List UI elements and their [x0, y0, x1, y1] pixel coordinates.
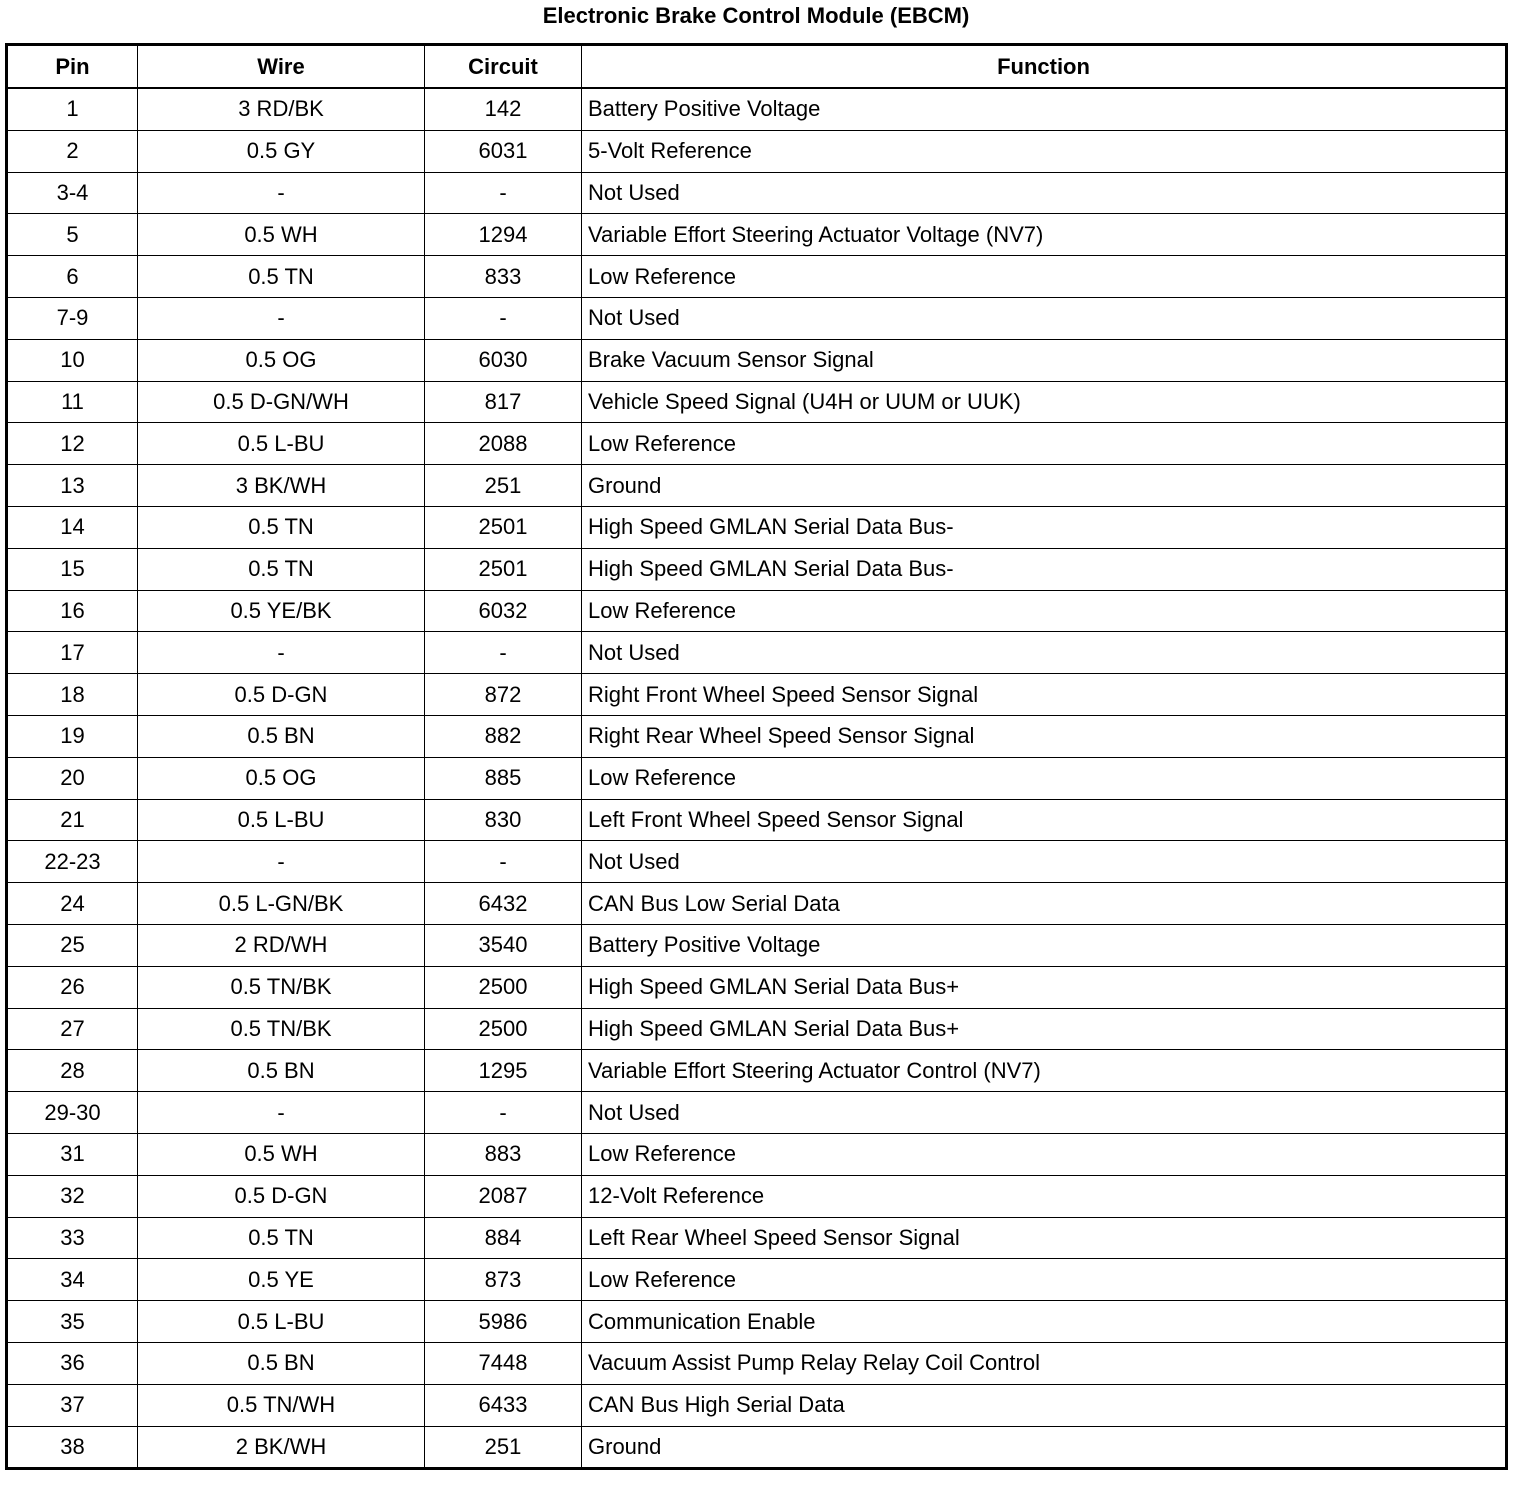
function-cell: 12-Volt Reference [582, 1175, 1507, 1217]
circuit-cell: 872 [425, 674, 582, 716]
table-row [7, 548, 1507, 590]
table-row [7, 1008, 1507, 1050]
wire-cell: 0.5 TN [138, 548, 425, 590]
circuit-cell: 5986 [425, 1301, 582, 1343]
wire-cell: 0.5 OG [138, 339, 425, 381]
wire-cell: - [138, 632, 425, 674]
table-row [7, 1092, 1507, 1134]
function-cell: Battery Positive Voltage [582, 924, 1507, 966]
wire-cell: - [138, 841, 425, 883]
document-title: Electronic Brake Control Module (EBCM) [542, 3, 970, 28]
table-row [7, 339, 1507, 381]
pin-cell: 21 [7, 799, 138, 841]
wire-cell: 0.5 TN [138, 506, 425, 548]
wire-cell: 2 BK/WH [138, 1426, 425, 1469]
pin-cell: 29-30 [7, 1092, 138, 1134]
pin-cell: 33 [7, 1217, 138, 1259]
function-cell: Low Reference [582, 590, 1507, 632]
table-row [7, 423, 1507, 465]
circuit-cell: 6031 [425, 130, 582, 172]
table-row [7, 172, 1507, 214]
function-cell: CAN Bus High Serial Data [582, 1384, 1507, 1426]
wire-cell: 0.5 L-BU [138, 1301, 425, 1343]
header-function: Function [582, 45, 1507, 89]
function-cell: Low Reference [582, 256, 1507, 298]
function-cell: Variable Effort Steering Actuator Control (NV7) [582, 1050, 1507, 1092]
pin-cell: 31 [7, 1133, 138, 1175]
function-cell: Right Front Wheel Speed Sensor Signal [582, 674, 1507, 716]
table-row [7, 1217, 1507, 1259]
pin-cell: 13 [7, 465, 138, 507]
circuit-cell: 883 [425, 1133, 582, 1175]
wire-cell: 0.5 D-GN [138, 674, 425, 716]
function-cell: CAN Bus Low Serial Data [582, 883, 1507, 925]
function-cell: Not Used [582, 632, 1507, 674]
pin-cell: 32 [7, 1175, 138, 1217]
wire-cell: 0.5 D-GN [138, 1175, 425, 1217]
wire-cell: 0.5 BN [138, 1342, 425, 1384]
circuit-cell: 7448 [425, 1342, 582, 1384]
circuit-cell: 817 [425, 381, 582, 423]
circuit-cell: 2088 [425, 423, 582, 465]
wire-cell: 0.5 D-GN/WH [138, 381, 425, 423]
wire-cell: 0.5 WH [138, 1133, 425, 1175]
pin-cell: 3-4 [7, 172, 138, 214]
wire-cell: 0.5 BN [138, 715, 425, 757]
table-row [7, 1384, 1507, 1426]
wire-cell: - [138, 1092, 425, 1134]
wire-cell: 0.5 OG [138, 757, 425, 799]
function-cell: Low Reference [582, 757, 1507, 799]
circuit-cell: 2501 [425, 548, 582, 590]
function-cell: Brake Vacuum Sensor Signal [582, 339, 1507, 381]
function-cell: 5-Volt Reference [582, 130, 1507, 172]
function-cell: Ground [582, 465, 1507, 507]
circuit-cell: 6432 [425, 883, 582, 925]
wire-cell: 0.5 L-BU [138, 799, 425, 841]
pin-cell: 14 [7, 506, 138, 548]
function-cell: Not Used [582, 297, 1507, 339]
function-cell: Ground [582, 1426, 1507, 1469]
circuit-cell: 2500 [425, 1008, 582, 1050]
circuit-cell: 833 [425, 256, 582, 298]
wire-cell: 0.5 L-BU [138, 423, 425, 465]
pin-cell: 1 [7, 88, 138, 130]
wire-cell: 3 BK/WH [138, 465, 425, 507]
table-row [7, 590, 1507, 632]
function-cell: Communication Enable [582, 1301, 1507, 1343]
pin-cell: 34 [7, 1259, 138, 1301]
pin-cell: 17 [7, 632, 138, 674]
pin-cell: 28 [7, 1050, 138, 1092]
wire-cell: 0.5 YE/BK [138, 590, 425, 632]
circuit-cell: 2500 [425, 966, 582, 1008]
header-circuit: Circuit [425, 45, 582, 89]
pin-cell: 5 [7, 214, 138, 256]
wire-cell: 0.5 TN/WH [138, 1384, 425, 1426]
circuit-cell: 1295 [425, 1050, 582, 1092]
circuit-cell: 251 [425, 465, 582, 507]
circuit-cell: 1294 [425, 214, 582, 256]
function-cell: High Speed GMLAN Serial Data Bus+ [582, 966, 1507, 1008]
table-row [7, 465, 1507, 507]
pin-cell: 16 [7, 590, 138, 632]
pin-cell: 19 [7, 715, 138, 757]
function-cell: Right Rear Wheel Speed Sensor Signal [582, 715, 1507, 757]
circuit-cell: 6030 [425, 339, 582, 381]
circuit-cell: 6433 [425, 1384, 582, 1426]
function-cell: Low Reference [582, 1133, 1507, 1175]
table-row [7, 381, 1507, 423]
pin-cell: 24 [7, 883, 138, 925]
table-row [7, 1050, 1507, 1092]
table-row [7, 88, 1507, 130]
circuit-cell: 251 [425, 1426, 582, 1469]
table-row [7, 1133, 1507, 1175]
circuit-cell: - [425, 841, 582, 883]
circuit-cell: - [425, 1092, 582, 1134]
pin-cell: 20 [7, 757, 138, 799]
wire-cell: 0.5 YE [138, 1259, 425, 1301]
table-row [7, 1175, 1507, 1217]
table-row [7, 214, 1507, 256]
wire-cell: 0.5 GY [138, 130, 425, 172]
wire-cell: - [138, 297, 425, 339]
table-row [7, 799, 1507, 841]
pin-cell: 22-23 [7, 841, 138, 883]
table-row [7, 632, 1507, 674]
header-wire: Wire [138, 45, 425, 89]
circuit-cell: 6032 [425, 590, 582, 632]
wire-cell: 0.5 TN [138, 1217, 425, 1259]
function-cell: Not Used [582, 172, 1507, 214]
function-cell: Not Used [582, 841, 1507, 883]
circuit-cell: 882 [425, 715, 582, 757]
function-cell: Not Used [582, 1092, 1507, 1134]
circuit-cell: 873 [425, 1259, 582, 1301]
table-row [7, 674, 1507, 716]
function-cell: Left Front Wheel Speed Sensor Signal [582, 799, 1507, 841]
pin-cell: 18 [7, 674, 138, 716]
pin-cell: 11 [7, 381, 138, 423]
table-row [7, 506, 1507, 548]
wire-cell: 0.5 TN/BK [138, 1008, 425, 1050]
function-cell: Vehicle Speed Signal (U4H or UUM or UUK) [582, 381, 1507, 423]
circuit-cell: 2501 [425, 506, 582, 548]
pin-cell: 2 [7, 130, 138, 172]
table-row [7, 130, 1507, 172]
pin-cell: 35 [7, 1301, 138, 1343]
pin-cell: 6 [7, 256, 138, 298]
pin-cell: 15 [7, 548, 138, 590]
wire-cell: 0.5 WH [138, 214, 425, 256]
function-cell: Battery Positive Voltage [582, 88, 1507, 130]
circuit-cell: 2087 [425, 1175, 582, 1217]
header-pin: Pin [7, 45, 138, 89]
table-row [7, 715, 1507, 757]
table-header-row [7, 45, 1507, 89]
function-cell: High Speed GMLAN Serial Data Bus- [582, 506, 1507, 548]
table-row [7, 1426, 1507, 1469]
circuit-cell: 830 [425, 799, 582, 841]
function-cell: Left Rear Wheel Speed Sensor Signal [582, 1217, 1507, 1259]
pin-cell: 7-9 [7, 297, 138, 339]
circuit-cell: 884 [425, 1217, 582, 1259]
circuit-cell: 3540 [425, 924, 582, 966]
circuit-cell: - [425, 172, 582, 214]
pin-cell: 36 [7, 1342, 138, 1384]
pin-cell: 25 [7, 924, 138, 966]
wire-cell: - [138, 172, 425, 214]
table-row [7, 757, 1507, 799]
pinout-table [5, 43, 1508, 1470]
pin-cell: 37 [7, 1384, 138, 1426]
function-cell: Low Reference [582, 1259, 1507, 1301]
wire-cell: 3 RD/BK [138, 88, 425, 130]
wire-cell: 0.5 TN [138, 256, 425, 298]
table-body [7, 88, 1507, 1469]
wire-cell: 2 RD/WH [138, 924, 425, 966]
table-row [7, 1301, 1507, 1343]
table-row [7, 1342, 1507, 1384]
table-row [7, 841, 1507, 883]
pin-cell: 27 [7, 1008, 138, 1050]
pin-cell: 12 [7, 423, 138, 465]
circuit-cell: 142 [425, 88, 582, 130]
table-row [7, 256, 1507, 298]
function-cell: Variable Effort Steering Actuator Voltage (NV7) [582, 214, 1507, 256]
function-cell: Low Reference [582, 423, 1507, 465]
table-row [7, 297, 1507, 339]
wire-cell: 0.5 TN/BK [138, 966, 425, 1008]
table-row [7, 1259, 1507, 1301]
table-row [7, 883, 1507, 925]
circuit-cell: 885 [425, 757, 582, 799]
circuit-cell: - [425, 632, 582, 674]
pin-cell: 26 [7, 966, 138, 1008]
pin-cell: 38 [7, 1426, 138, 1469]
wire-cell: 0.5 BN [138, 1050, 425, 1092]
circuit-cell: - [425, 297, 582, 339]
function-cell: High Speed GMLAN Serial Data Bus- [582, 548, 1507, 590]
table-row [7, 924, 1507, 966]
wire-cell: 0.5 L-GN/BK [138, 883, 425, 925]
table-row [7, 966, 1507, 1008]
function-cell: High Speed GMLAN Serial Data Bus+ [582, 1008, 1507, 1050]
pin-cell: 10 [7, 339, 138, 381]
function-cell: Vacuum Assist Pump Relay Relay Coil Control [582, 1342, 1507, 1384]
